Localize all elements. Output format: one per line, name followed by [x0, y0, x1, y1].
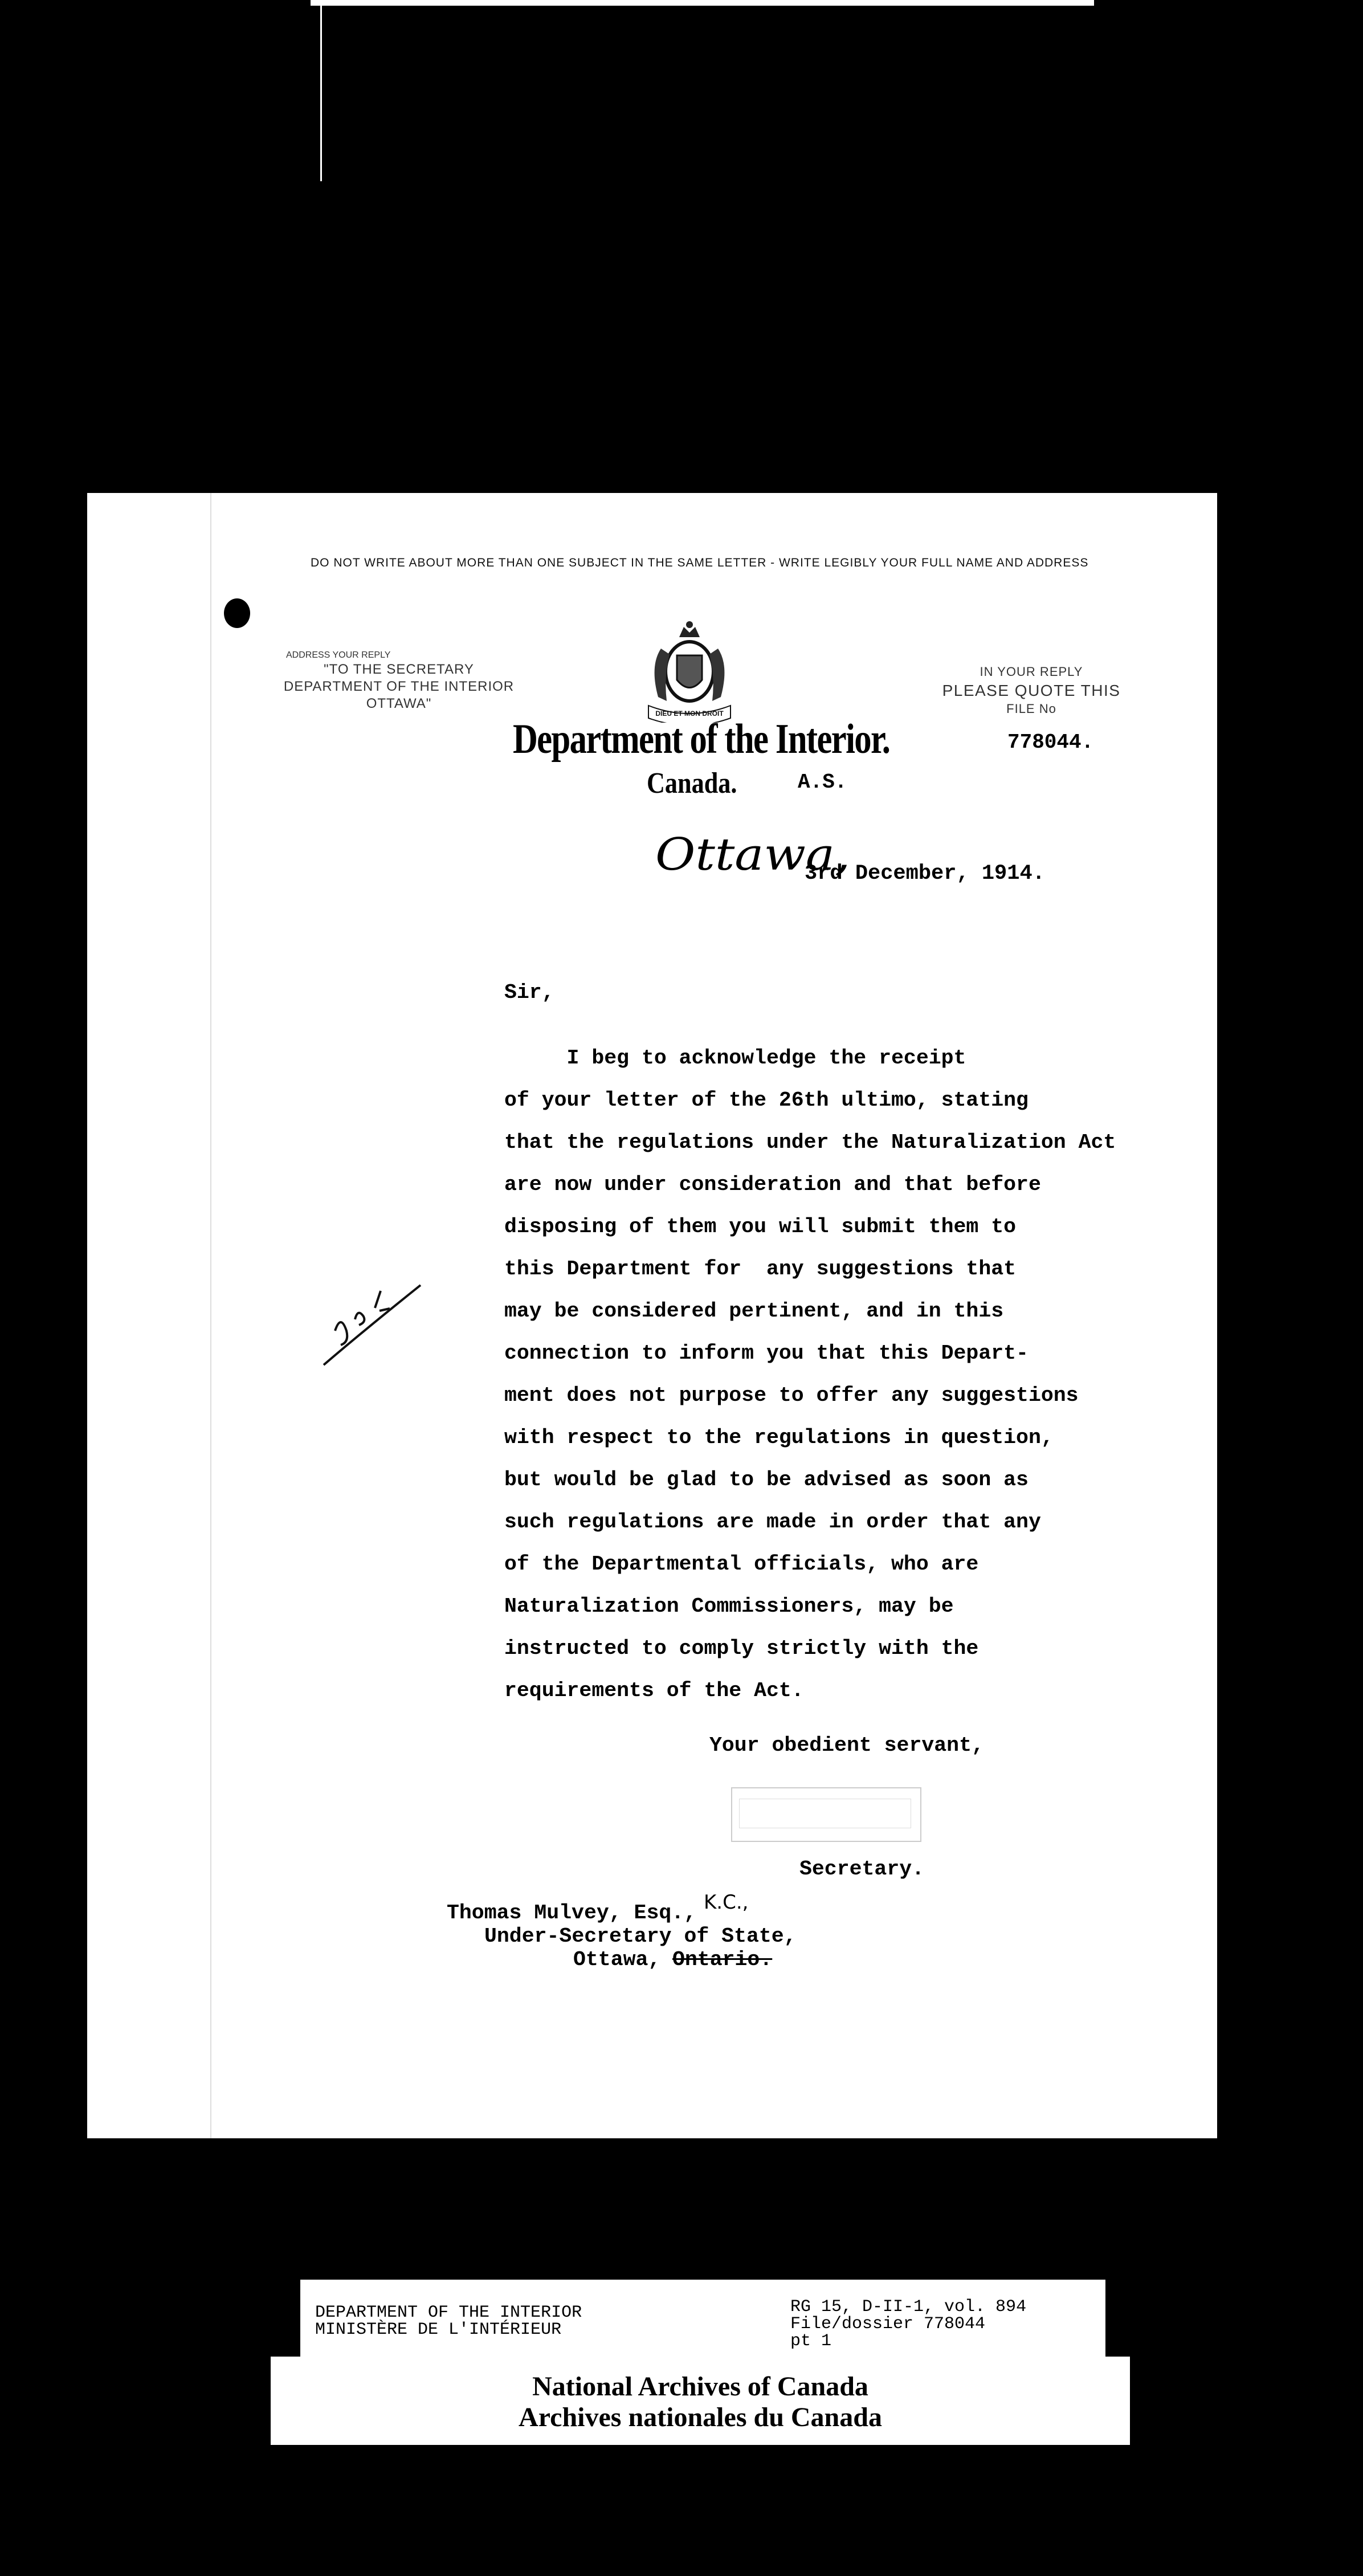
reply-line: PLEASE QUOTE THIS — [942, 681, 1121, 699]
dept-fr: MINISTÈRE DE L'INTÉRIEUR — [315, 2320, 562, 2339]
body-line: requirements of the Act. — [504, 1679, 804, 1702]
typist-initials: A.S. — [798, 771, 847, 794]
body-line: instructed to comply strictly with the — [504, 1637, 979, 1660]
body-line: may be considered pertinent, and in this — [504, 1299, 1004, 1323]
crest-motto: DIEU ET MON DROIT — [655, 710, 724, 718]
reply-line: IN YOUR REPLY — [980, 665, 1083, 679]
reply-line: FILE No — [1006, 701, 1056, 716]
recipient-name: Thomas Mulvey, Esq., — [447, 1901, 697, 1925]
archive-reference-label — [300, 2280, 1105, 2365]
body-line: are now under consideration and that before — [504, 1173, 1041, 1196]
file-number: 778044. — [1007, 731, 1094, 754]
film-edge-line — [320, 0, 322, 181]
recipient-title: Under-Secretary of State, — [484, 1925, 797, 1948]
department-title: Department of the Interior. — [513, 716, 890, 763]
royal-coat-of-arms-icon — [644, 620, 735, 723]
institution-fr: Archives nationales du Canada — [519, 2402, 882, 2432]
struck-out-province: Ontario. — [672, 1948, 773, 1971]
body-line: connection to inform you that this Depart- — [504, 1342, 1029, 1365]
institution-en: National Archives of Canada — [532, 2371, 868, 2402]
address-reply-block — [274, 650, 524, 712]
body-line: with respect to the regulations in question, — [504, 1426, 1054, 1449]
recipient-city: Ottawa, — [573, 1948, 661, 1971]
body-line: I beg to acknowledge the receipt — [504, 1046, 966, 1070]
address-reply-line: "TO THE SECRETARY — [324, 662, 474, 677]
top-film-strip — [311, 0, 1094, 6]
letter-place: Ottawa, — [655, 829, 851, 881]
letter-date: 3rd December, 1914. — [805, 862, 1045, 886]
archive-reference: RG 15, D-II-1, vol. 894 — [790, 2297, 1027, 2317]
handwritten-kc: K.C., — [704, 1891, 749, 1914]
address-reply-line: ADDRESS YOUR REPLY — [286, 650, 391, 660]
body-line: that the regulations under the Naturalization Act — [504, 1131, 1116, 1154]
handwritten-initials-mark — [312, 1262, 432, 1382]
letterhead-notice: DO NOT WRITE ABOUT MORE THAN ONE SUBJECT IN THE SAME LETTER - WRITE LEGIBLY YOUR FULL NAME AND ADDRESS — [311, 556, 1089, 569]
body-line: ment does not purpose to offer any suggestions — [504, 1384, 1079, 1407]
dept-en: DEPARTMENT OF THE INTERIOR — [315, 2303, 582, 2322]
body-line: of the Departmental officials, who are — [504, 1552, 979, 1576]
body-line: of your letter of the 26th ultimo, stating — [504, 1089, 1029, 1112]
address-reply-line: DEPARTMENT OF THE INTERIOR — [283, 679, 515, 694]
body-line: such regulations are made in order that any — [504, 1510, 1041, 1534]
punch-hole — [224, 598, 250, 628]
body-line: Naturalization Commissioners, may be — [504, 1595, 954, 1618]
department-subtitle: Canada. — [647, 767, 737, 800]
archive-file: File/dossier 778044 — [790, 2314, 986, 2334]
body-line: but would be glad to be advised as soon as — [504, 1468, 1029, 1491]
body-line: disposing of them you will submit them to — [504, 1215, 1017, 1238]
page-margin-line — [210, 493, 211, 2138]
letter-body — [504, 1037, 1116, 1712]
signature-stamp — [731, 1787, 921, 1842]
closing: Your obedient servant, — [709, 1734, 984, 1757]
address-reply-line: OTTAWA" — [366, 696, 432, 711]
archive-part: pt 1 — [790, 2332, 832, 2351]
reply-file-block — [929, 664, 1134, 718]
salutation: Sir, — [504, 981, 554, 1004]
signature-title: Secretary. — [799, 1857, 925, 1881]
body-line: this Department for any suggestions that — [504, 1257, 1017, 1281]
archive-institution-label — [271, 2357, 1130, 2445]
